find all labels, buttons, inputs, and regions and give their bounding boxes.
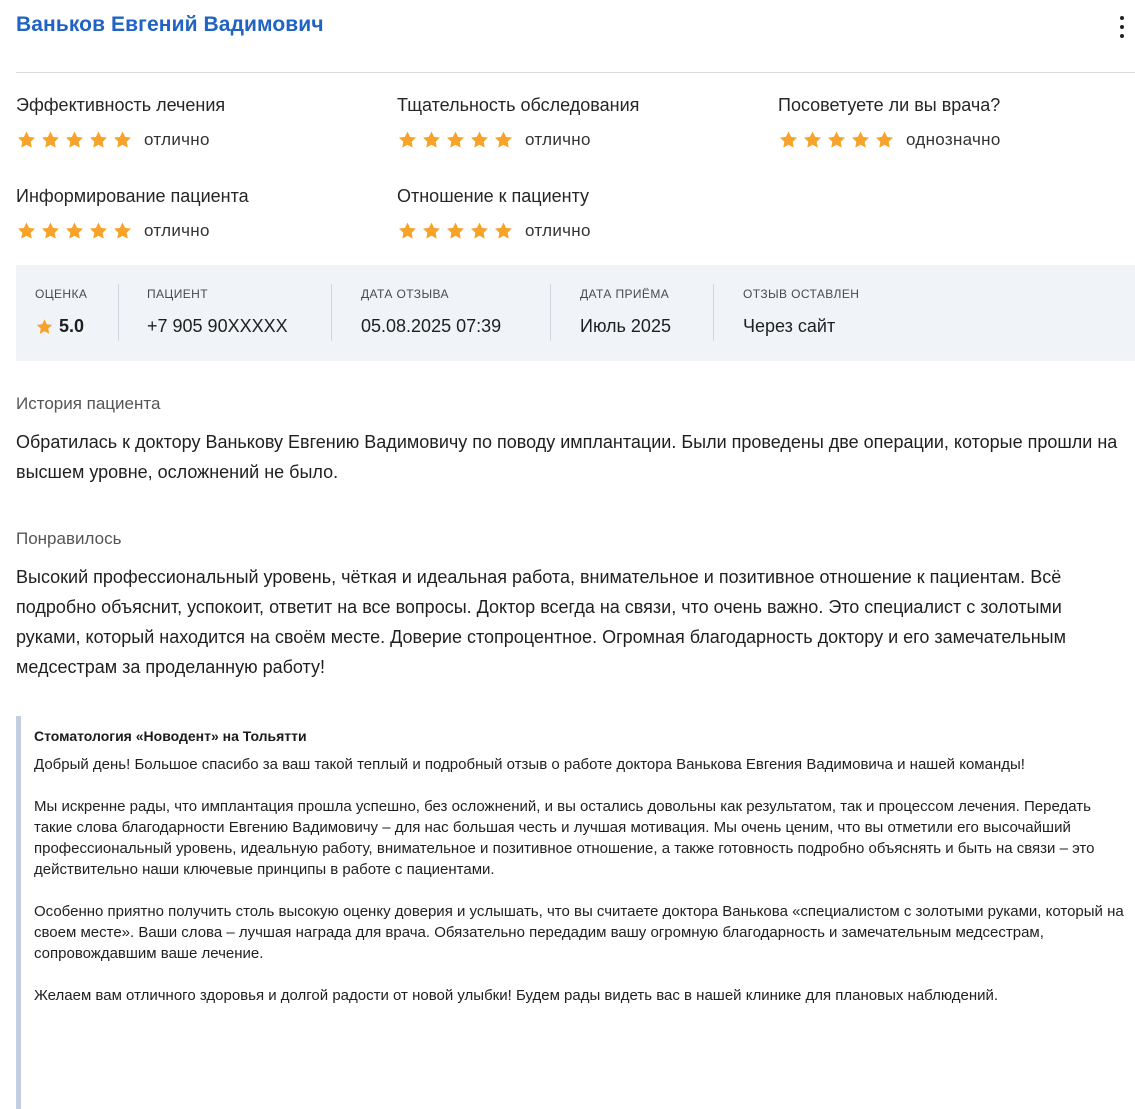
star-icon (421, 130, 442, 150)
star-icon (493, 130, 514, 150)
reply-paragraph: Особенно приятно получить столь высокую оценку доверия и услышать, что вы считаете доктора Ванькова «специалистом с золотыми руками, который на своем месте». Ваши слова – лучшая награда для врача. Обязательно передадим вашу огромную благодарность и замечательным медсестрам, сопровождавшим ваше лечение. (34, 903, 1124, 962)
meta-divider (713, 284, 714, 341)
rating-label: Информирование пациента (16, 186, 249, 206)
meta-caption: ДАТА ОТЗЫВА (361, 287, 449, 301)
meta-value: 05.08.2025 07:39 (361, 316, 502, 336)
star-rating (16, 221, 133, 241)
star-icon (397, 130, 418, 150)
star-icon (469, 221, 490, 241)
star-icon (469, 130, 490, 150)
rating-thoroughness (397, 95, 757, 150)
star-rating (778, 130, 895, 150)
star-icon (445, 221, 466, 241)
star-rating (397, 130, 514, 150)
star-rating (397, 221, 514, 241)
score-value: 5.0 (59, 316, 85, 336)
star-icon (421, 221, 442, 241)
story-title: История пациента (16, 394, 161, 413)
meta-value: +7 905 90XXXXX (147, 316, 288, 336)
more-vertical-icon[interactable] (1113, 14, 1131, 40)
star-rating (16, 130, 133, 150)
rating-word: отлично (144, 130, 210, 149)
star-icon (778, 130, 799, 150)
meta-divider (331, 284, 332, 341)
story-text: Обратилась к доктору Ванькову Евгению Вадимовичу по поводу имплантации. Были проведены две операции, которые прошли на высшем уровне, осложнений не было. (16, 432, 1118, 482)
star-icon (40, 130, 61, 150)
review-meta (16, 265, 1135, 361)
rating-word: отлично (525, 130, 591, 149)
meta-value: Июль 2025 (580, 316, 671, 336)
rating-recommend (778, 95, 1135, 150)
review-header (16, 0, 1135, 73)
rating-label: Эффективность лечения (16, 95, 226, 115)
rating-label: Тщательность обследования (397, 95, 640, 115)
star-icon (88, 130, 109, 150)
star-icon (397, 221, 418, 241)
star-icon (64, 130, 85, 150)
rating-word: отлично (144, 221, 210, 240)
meta-caption: ОЦЕНКА (35, 287, 88, 301)
doctor-name-link[interactable]: Ваньков Евгений Вадимович (16, 13, 324, 36)
meta-caption: ДАТА ПРИЁМА (580, 287, 670, 301)
clinic-reply (16, 716, 1135, 1109)
rating-label: Посоветуете ли вы врача? (778, 95, 1001, 115)
rating-informing (16, 186, 376, 241)
star-icon (35, 318, 54, 336)
star-icon (40, 221, 61, 241)
meta-caption: ПАЦИЕНТ (147, 287, 208, 301)
menu-dot (1120, 16, 1124, 20)
star-icon (493, 221, 514, 241)
meta-caption: ОТЗЫВ ОСТАВЛЕН (743, 287, 860, 301)
star-icon (445, 130, 466, 150)
star-icon (826, 130, 847, 150)
rating-effectiveness (16, 95, 376, 150)
star-icon (112, 221, 133, 241)
star-icon (802, 130, 823, 150)
meta-value (35, 316, 84, 337)
star-icon (112, 130, 133, 150)
rating-word: отлично (525, 221, 591, 240)
meta-value: Через сайт (743, 316, 836, 336)
liked-title: Понравилось (16, 529, 122, 548)
meta-divider (118, 284, 119, 341)
reply-clinic-name: Стоматология «Новодент» на Тольятти (34, 728, 307, 744)
star-icon (16, 130, 37, 150)
menu-dot (1120, 34, 1124, 38)
rating-label: Отношение к пациенту (397, 186, 590, 206)
reply-paragraph: Мы искренне рады, что имплантация прошла успешно, без осложнений, и вы остались довольны как результатом, так и процессом лечения. Передать такие слова благодарности Евгению Вадимовичу – для нас большая честь и лучшая мотивация. Мы очень ценим, что вы отметили его высочайший профессиональный уровень, идеальную работу, внимательное и позитивное отношение, а также готовность подробно объяснять и быть на связи – это действительно наши ключевые принципы в работе с пациентами. (34, 798, 1095, 878)
star-icon (16, 221, 37, 241)
star-icon (64, 221, 85, 241)
meta-divider (550, 284, 551, 341)
rating-attitude (397, 186, 757, 241)
reply-paragraph: Желаем вам отличного здоровья и долгой радости от новой улыбки! Будем рады видеть вас в нашей клинике для плановых наблюдений. (34, 987, 999, 1004)
liked-text: Высокий профессиональный уровень, чёткая и идеальная работа, внимательное и позитивное отношение к пациентам. Всё подробно объяснит, успокоит, ответит на все вопросы. Доктор всегда на связи, что очень важно. Это специалист с золотыми руками, который находится на своём месте. Доверие стопроцентное. Огромная благодарность доктору и его замечательным медсестрам за проделанную работу! (16, 567, 1066, 677)
menu-dot (1120, 25, 1124, 29)
rating-word: однозначно (906, 130, 1001, 149)
star-icon (88, 221, 109, 241)
star-icon (850, 130, 871, 150)
star-icon (874, 130, 895, 150)
reply-paragraph: Добрый день! Большое спасибо за ваш такой теплый и подробный отзыв о работе доктора Ванькова Евгения Вадимовича и нашей команды! (34, 756, 1025, 773)
